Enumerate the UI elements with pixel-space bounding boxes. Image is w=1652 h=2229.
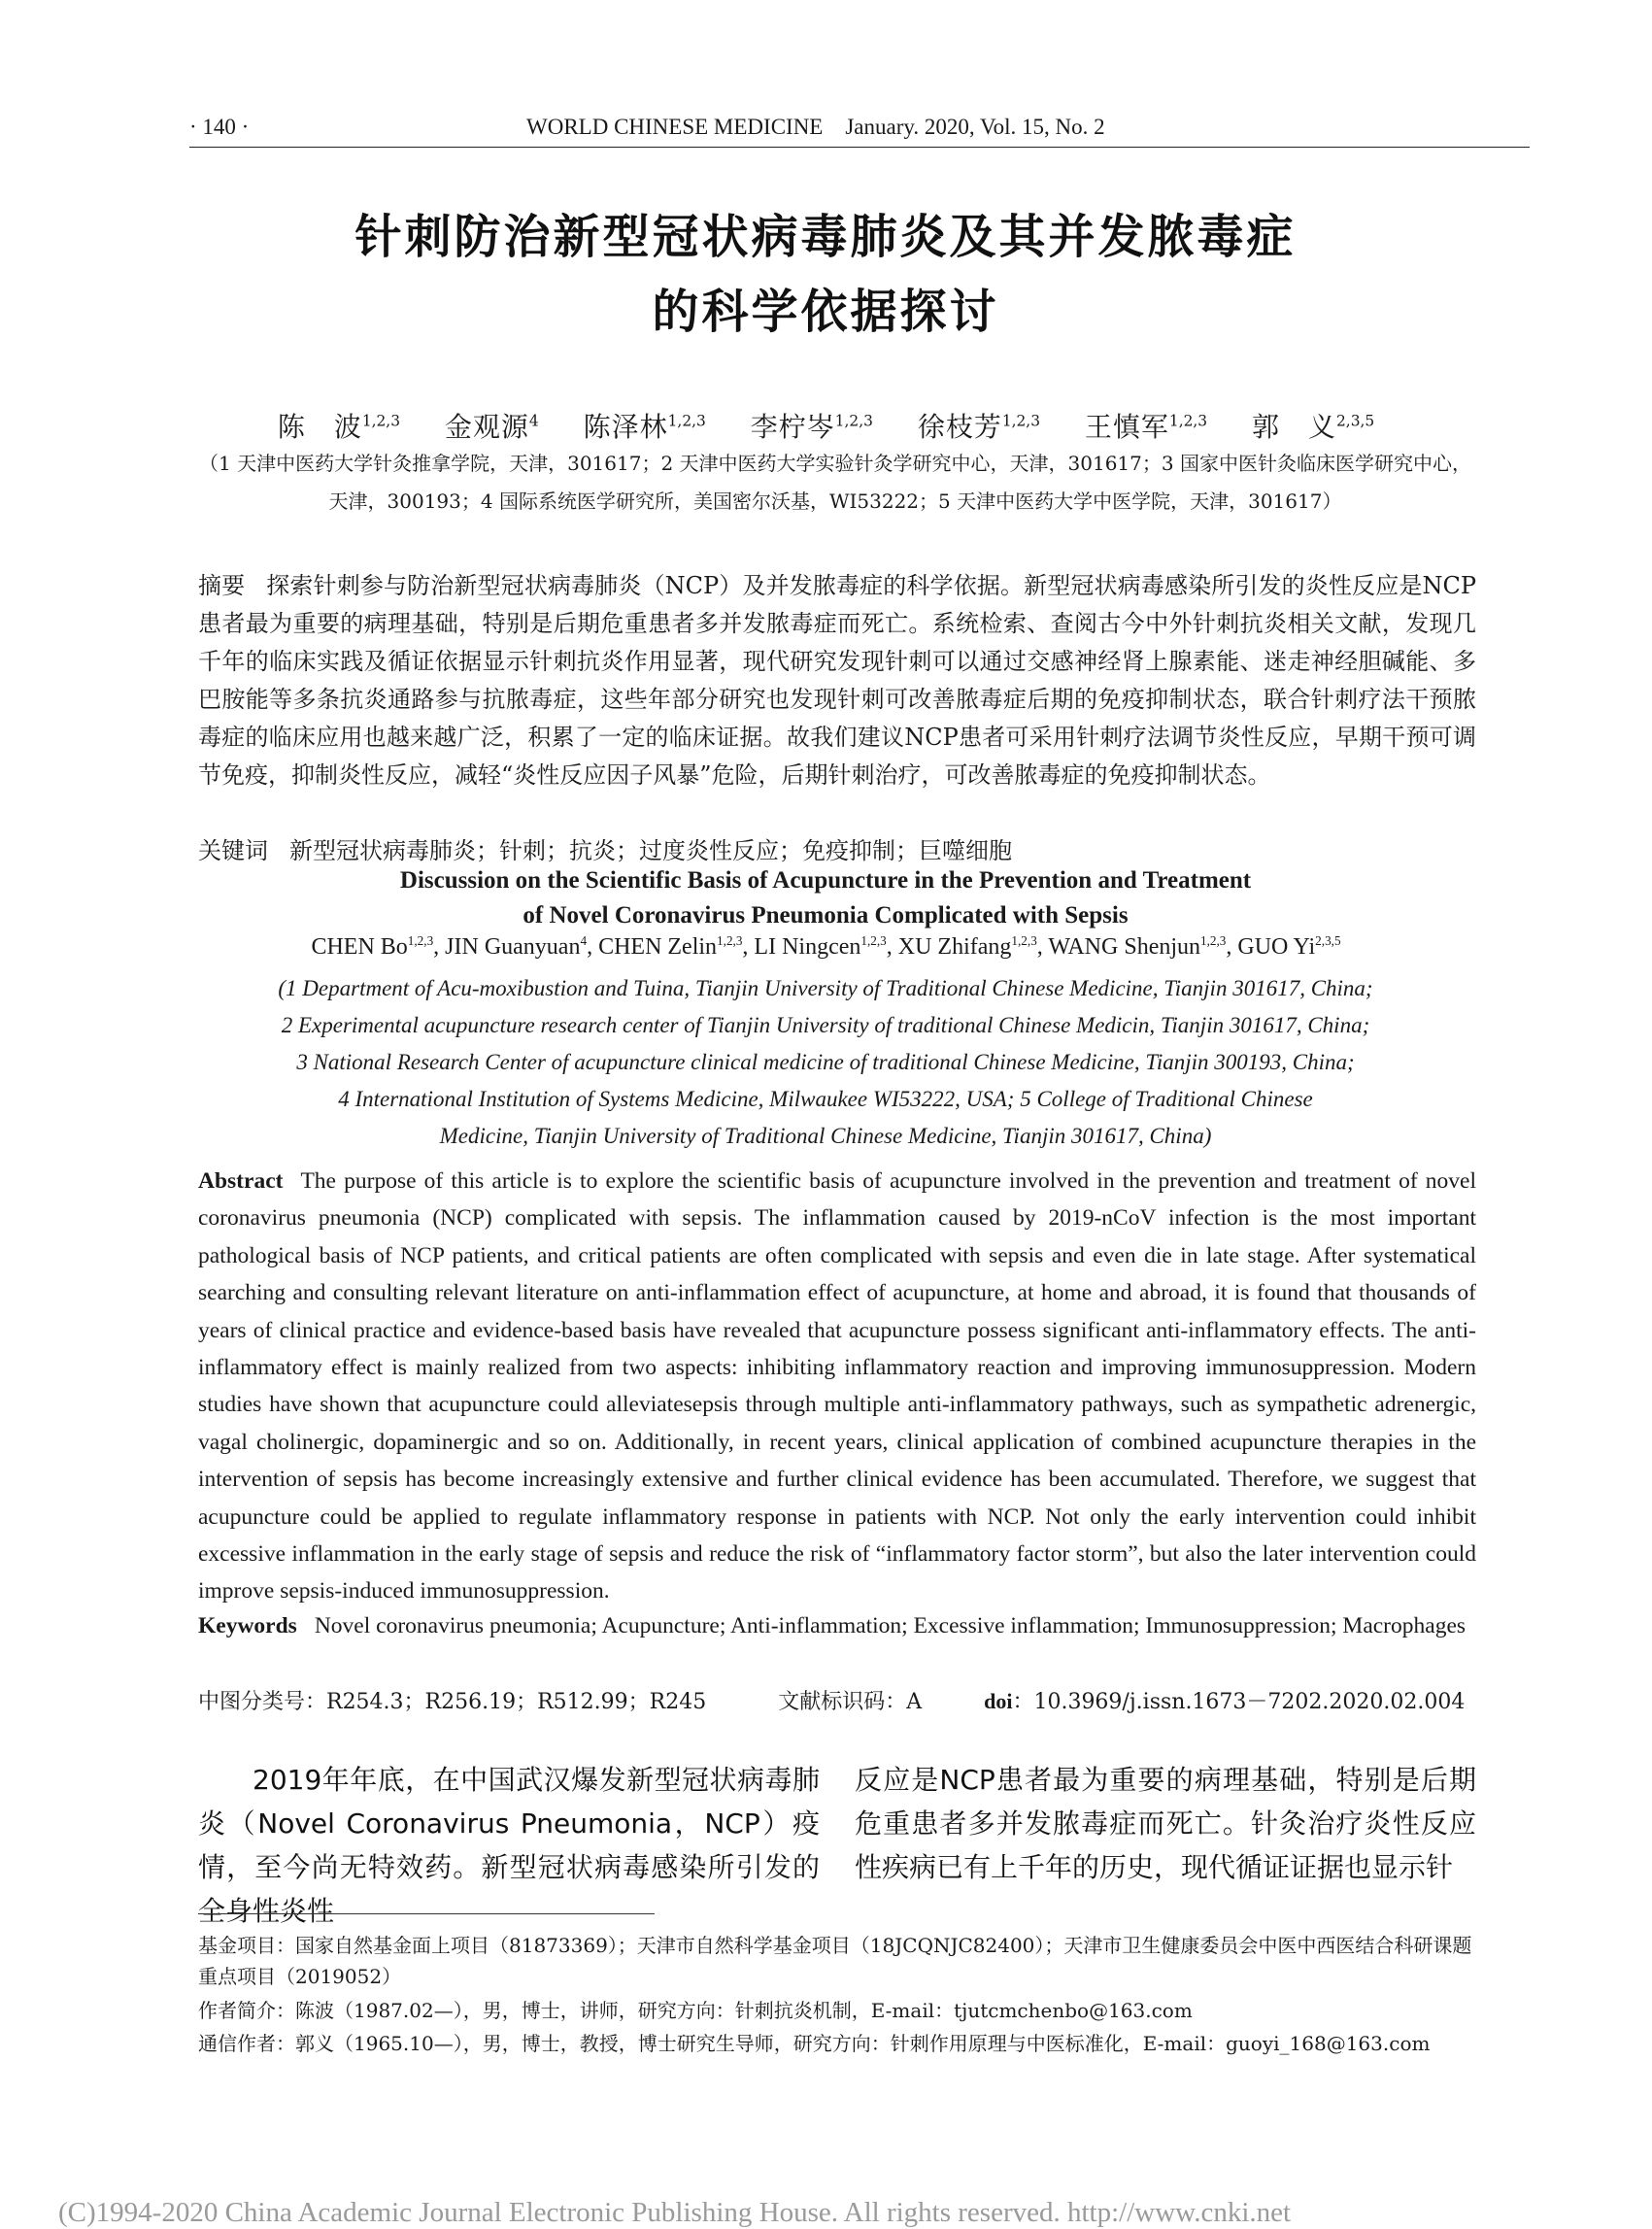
doi-label: doi [984, 1689, 1013, 1713]
classification-line [198, 1685, 1465, 1715]
title-cn-line2: 的科学依据探讨 [652, 285, 999, 339]
keywords-cn-text: 新型冠状病毒肺炎；针刺；抗炎；过度炎性反应；免疫抑制；巨噬细胞 [289, 837, 1012, 864]
author-cn: 金观源$^4$ [444, 411, 539, 443]
affiliation-en-line: (1 Department of Acu-moxibustion and Tuina, Tianjin University of Traditional Chinese Medicine, Tianjin 301617, China; [278, 976, 1373, 1000]
title-cn-line1: 针刺防治新型冠状病毒肺炎及其并发脓毒症 [354, 210, 1297, 264]
footnote-corresponding: 通信作者：郭义（1965.10—），男，博士，教授，博士研究生导师，研究方向：针刺作用原理与中医标准化，E-mail：guoyi_168@163.com [198, 2032, 1431, 2055]
author-en: XU Zhifang$^{1,2,3}$, [897, 933, 1049, 960]
abstract-cn-label: 摘要 [198, 572, 246, 599]
footnote-fund: 基金项目：国家自然基金面上项目（81873369）；天津市自然科学基金项目（18JCQNJC82400）；天津市卫生健康委员会中医中西医结合科研课题重点项目（2019052） [198, 1934, 1472, 1988]
author-en: CHEN Zelin$^{1,2,3}$, [598, 933, 755, 960]
affiliations-cn-line1: （1 天津中医药大学针灸推拿学院，天津，301617；2 天津中医药大学实验针灸学研究中心，天津，301617；3 国家中医针灸临床医学研究中心， [199, 452, 1471, 475]
affiliation-en-line: 3 National Research Center of acupuncture clinical medicine of traditional Chinese Medicine, Tianjin 300193, China; [296, 1050, 1355, 1074]
footnote-author: 作者简介：陈波（1987.02—），男，博士，讲师，研究方向：针刺抗炎机制，E-mail：tjutcmchenbo@163.com [198, 1999, 1193, 2022]
body-column-right: 反应是NCP患者最为重要的病理基础，特别是后期危重患者多并发脓毒症而死亡。针灸治疗炎性反应性疾病已有上千年的历史，现代循证证据也显示针 [855, 1764, 1476, 1883]
page-number: · 140 · [189, 115, 250, 139]
author-cn: 陈 波$^{1,2,3}$ [277, 411, 400, 443]
author-cn: 李柠岑$^{1,2,3}$ [750, 411, 873, 443]
title-en-line1: Discussion on the Scientific Basis of Acupuncture in the Prevention and Treatment [399, 867, 1252, 894]
affiliation-en-line: 2 Experimental acupuncture research center of Tianjin University of traditional Chinese Medicin, Tianjin 301617, China; [281, 1013, 1370, 1037]
abstract-en [198, 1163, 1476, 1610]
keywords-en [198, 1607, 1476, 1644]
abstract-en-text: The purpose of this article is to explore the scientific basis of acupuncture involved in the prevention and treatment of novel coronavirus pneumonia (NCP) complicated with sepsis. The inflammation caused by 2019-nCoV infection is the most important pathological basis of NCP patients, and critical patients are often complicated with sepsis and even die in late stage. After systematical searching and consulting relevant literature on anti-inflammation effect of acupuncture, at home and abroad, it is found that thousands of years of clinical practice and evidence-based basis have revealed that acupuncture possess significant anti-inflammatory effects. The anti-inflammatory effect is mainly realized from two aspects: inhibiting inflammatory reaction and improving immunosuppression. Modern studies have shown that acupuncture could alleviatesepsis through multiple anti-inflammatory pathways, such as sympathetic adrenergic, vagal cholinergic, dopaminergic and so on. Additionally, in recent years, clinical application of combined acupuncture therapies in the intervention of sepsis has become increasingly extensive and further clinical evidence has been accumulated. Therefore, we suggest that acupuncture could be applied to regulate inflammatory response in patients with NCP. Not only the early intervention could inhibit excessive inflammation in the early stage of sepsis and reduce the risk of “inflammatory factor storm”, but also the later intervention could improve sepsis-induced immunosuppression. [198, 1168, 1476, 1604]
authors-cn [0, 406, 1652, 445]
keywords-en-label: Keywords [198, 1613, 297, 1638]
keywords-cn [198, 832, 1476, 870]
author-en: WANG Shenjun$^{1,2,3}$, [1048, 933, 1238, 960]
footnote-rule [198, 1913, 655, 1914]
author-cn: 王慎军$^{1,2,3}$ [1084, 411, 1208, 443]
header-rule [189, 147, 1530, 148]
affiliation-en-line: Medicine, Tianjin University of Traditional Chinese Medicine, Tianjin 301617, China) [439, 1124, 1212, 1148]
document-code: 文献标识码：A [778, 1690, 923, 1714]
abstract-en-label: Abstract [198, 1168, 284, 1194]
affiliation-en-line: 4 International Institution of Systems Medicine, Milwaukee WI53222, USA; 5 College of Traditional Chinese [338, 1087, 1313, 1111]
title-en-line2: of Novel Coronavirus Pneumonia Complicated with Sepsis [523, 902, 1129, 929]
keywords-en-text: Novel coronavirus pneumonia; Acupuncture; Anti-inflammation; Excessive inflammation; Immunosuppression; Macrophages [314, 1613, 1467, 1638]
keywords-cn-label: 关键词 [198, 837, 268, 864]
journal-citation: WORLD CHINESE MEDICINE January. 2020, Vol. 15, No. 2 [526, 115, 1105, 139]
body-column-left: 2019年年底，在中国武汉爆发新型冠状病毒肺炎（Novel Coronavirus Pneumonia，NCP）疫情，至今尚无特效药。新型冠状病毒感染所引发的全身性炎性 [198, 1764, 820, 1927]
author-cn: 郭 义$^{2,3,5}$ [1252, 411, 1375, 443]
author-en: JIN Guanyuan$^4$, [445, 933, 599, 960]
author-en: CHEN Bo$^{1,2,3}$, [311, 933, 446, 960]
abstract-cn-text: 探索针刺参与防治新型冠状病毒肺炎（NCP）及并发脓毒症的科学依据。新型冠状病毒感染所引发的炎性反应是NCP患者最为重要的病理基础，特别是后期危重患者多并发脓毒症而死亡。系统检索、查阅古今中外针刺抗炎相关文献，发现几千年的临床实践及循证依据显示针刺抗炎作用显著，现代研究发现针刺可以通过交感神经肾上腺素能、迷走神经胆碱能、多巴胺能等多条抗炎通路参与抗脓毒症，这些年部分研究也发现针刺可改善脓毒症后期的免疫抑制状态，联合针刺疗法干预脓毒症的临床应用也越来越广泛，积累了一定的临床证据。故我们建议NCP患者可采用针刺疗法调节炎性反应，早期干预可调节免疫，抑制炎性反应，减轻“炎性反应因子风暴”危险，后期针刺治疗，可改善脓毒症的免疫抑制状态。 [198, 572, 1476, 789]
doi-value: ：10.3969/j.issn.1673－7202.2020.02.004 [1012, 1690, 1466, 1714]
affiliations-cn-line2: 天津，300193；4 国际系统医学研究所，美国密尔沃基，WI53222；5 天津中医药大学中医学院，天津，301617） [328, 490, 1342, 513]
copyright-notice: (C)1994-2020 China Academic Journal Electronic Publishing House. All rights reserved. http://www.cnki.net [58, 2197, 1292, 2228]
clc-number: 中图分类号：R254.3；R256.19；R512.99；R245 [198, 1690, 707, 1714]
abstract-cn [198, 567, 1476, 794]
author-cn: 陈泽林$^{1,2,3}$ [583, 411, 706, 443]
author-cn: 徐枝芳$^{1,2,3}$ [917, 411, 1040, 443]
author-en: LI Ningcen$^{1,2,3}$, [754, 933, 898, 960]
authors-en [0, 934, 1652, 961]
author-en: GUO Yi$^{2,3,5}$ [1237, 933, 1341, 960]
